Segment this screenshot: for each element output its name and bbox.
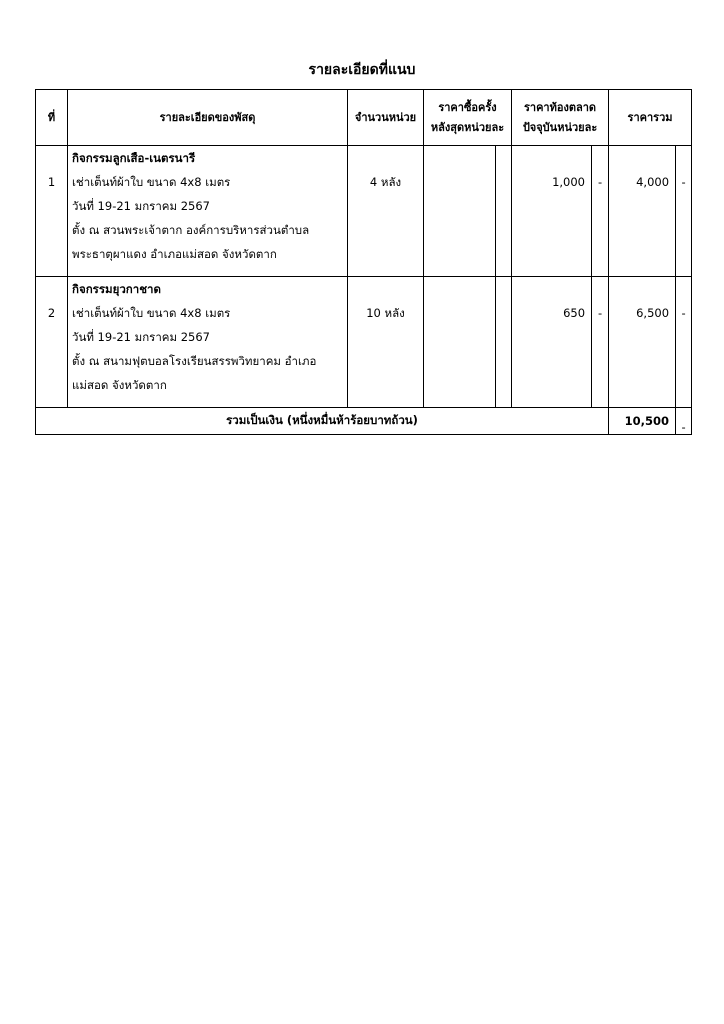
- row-total: [609, 146, 676, 277]
- row-market-price-satang-text: -: [597, 175, 603, 189]
- row-description-line: พระธาตุผาแดง อำเภอแม่สอด จังหวัดตาก: [72, 247, 277, 261]
- row-total-satang-text: -: [681, 175, 686, 189]
- row-total-text: 4,000: [636, 175, 670, 189]
- row-market-price: [512, 146, 592, 277]
- table-row: [36, 146, 692, 277]
- header-quantity: จำนวนหน่วย: [348, 90, 424, 146]
- row-total: [609, 277, 676, 408]
- row-title: กิจกรรมยุวกาชาด: [72, 282, 161, 296]
- header-description: รายละเอียดของพัสดุ: [68, 90, 348, 146]
- row-description-line: วันที่ 19-21 มกราคม 2567: [72, 330, 210, 344]
- table-row: [36, 277, 692, 408]
- header-market-price-line2: ปัจจุบันหน่วยละ: [522, 120, 598, 134]
- row-total-satang: [676, 277, 692, 408]
- row-description-line: วันที่ 19-21 มกราคม 2567: [72, 199, 210, 213]
- header-last-price-line1: ราคาซื้อครั้ง: [438, 100, 497, 114]
- row-last-price-satang-text: [496, 146, 511, 170]
- row-market-price-satang: [592, 277, 609, 408]
- row-total-satang-text: -: [681, 306, 686, 320]
- header-market-price: [512, 90, 609, 146]
- row-description-line: เช่าเต็นท์ผ้าใบ ขนาด 4x8 เมตร: [72, 175, 231, 189]
- row-market-price-text: 650: [563, 306, 586, 320]
- row-description: [68, 277, 348, 408]
- row-market-price-text: 1,000: [552, 175, 586, 189]
- row-title: กิจกรรมลูกเสือ-เนตรนารี: [72, 151, 196, 165]
- summary-label: รวมเป็นเงิน (หนึ่งหมื่นห้าร้อยบาทถ้วน): [36, 408, 609, 435]
- row-description: [68, 146, 348, 277]
- header-last-price-line2: หลังสุดหน่วยละ: [430, 120, 505, 134]
- row-number-text: 2: [47, 306, 56, 320]
- row-quantity-text: 10 หลัง: [366, 306, 405, 320]
- row-number: [36, 146, 68, 277]
- row-last-price-satang: [496, 146, 512, 277]
- row-quantity: [348, 146, 424, 277]
- summary-row: [36, 408, 692, 435]
- summary-total: 10,500: [609, 408, 676, 435]
- row-quantity: [348, 277, 424, 408]
- detail-table: [35, 89, 692, 435]
- row-market-price-satang-text: -: [597, 306, 603, 320]
- row-market-price: [512, 277, 592, 408]
- row-last-price-satang: [496, 277, 512, 408]
- row-last-price-text: [424, 277, 489, 301]
- header-total: ราคารวม: [609, 90, 692, 146]
- row-number: [36, 277, 68, 408]
- row-total-satang: [676, 146, 692, 277]
- row-description-line: ตั้ง ณ สวนพระเจ้าตาก องค์การบริหารส่วนตำบล: [72, 223, 310, 237]
- row-total-text: 6,500: [636, 306, 670, 320]
- row-description-line: แม่สอด จังหวัดตาก: [72, 378, 167, 392]
- page-title: รายละเอียดที่แนบ: [308, 62, 416, 78]
- row-last-price-satang-text: [496, 277, 511, 301]
- row-description-line: เช่าเต็นท์ผ้าใบ ขนาด 4x8 เมตร: [72, 306, 231, 320]
- row-number-text: 1: [47, 175, 56, 189]
- row-last-price-text: [424, 146, 489, 170]
- row-description-line: ตั้ง ณ สนามฟุตบอลโรงเรียนสรรพวิทยาคม อำเภอ: [72, 354, 317, 368]
- row-quantity-text: 4 หลัง: [369, 175, 402, 189]
- row-market-price-satang: [592, 146, 609, 277]
- row-last-price: [424, 277, 496, 408]
- summary-total-satang: -: [676, 408, 692, 435]
- header-last-price: [424, 90, 512, 146]
- table-header-row: [36, 90, 692, 146]
- header-no: ที่: [36, 90, 68, 146]
- row-last-price: [424, 146, 496, 277]
- header-market-price-line1: ราคาท้องตลาด: [523, 100, 597, 114]
